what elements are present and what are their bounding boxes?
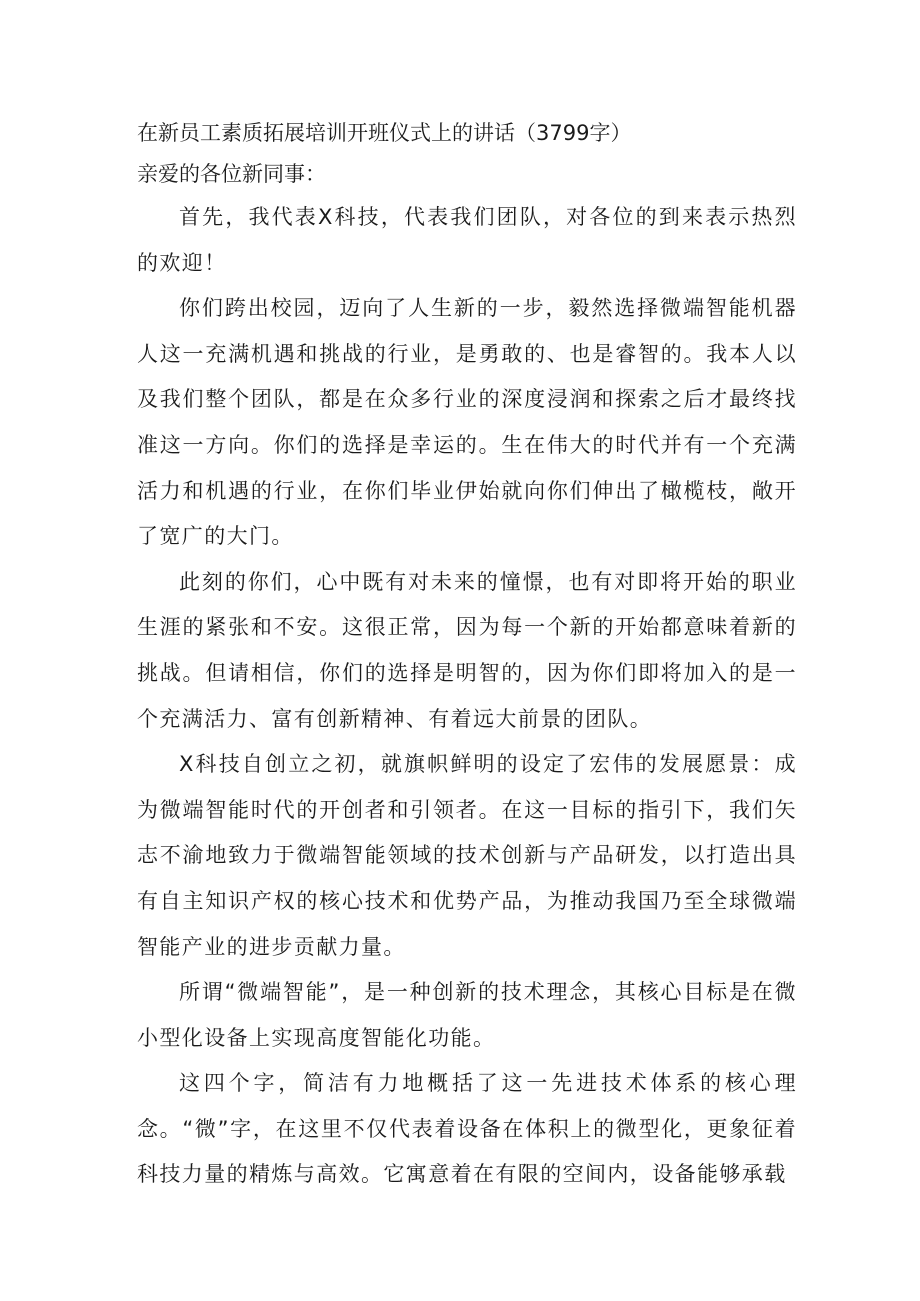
salutation: 亲爱的各位新同事： [137, 162, 326, 186]
document-title: 在新员工素质拓展培训开班仪式上的讲话（3799字） [137, 121, 632, 145]
paragraph-definition: 所谓“微端智能”，是一种创新的技术理念，其核心目标是在微小型化设备上实现高度智能化功能。 [137, 980, 797, 1050]
paragraph-welcome: 首先，我代表X科技，代表我们团队，对各位的到来表示热烈的欢迎！ [137, 205, 797, 275]
document-body [137, 113, 797, 1198]
paragraph-choice: 你们跨出校园，迈向了人生新的一步，毅然选择微端智能机器人这一充满机遇和挑战的行业，是勇敢的、也是睿智的。我本人以及我们整个团队，都是在众多行业的深度浸润和探索之后才最终找准这一方向。你们的选择是幸运的。生在伟大的时代并有一个充满活力和机遇的行业，在你们毕业伊始就向你们伸出了橄榄枝，敞开了宽广的大门。 [137, 296, 797, 549]
paragraph-vision: X科技自创立之初，就旗帜鲜明的设定了宏伟的发展愿景：成为微端智能时代的开创者和引领者。在这一目标的指引下，我们矢志不渝地致力于微端智能领域的技术创新与产品研发，以打造出具有自主知识产权的核心技术和优势产品，为推动我国乃至全球微端智能产业的进步贡献力量。 [137, 752, 797, 959]
paragraph-expectations: 此刻的你们，心中既有对未来的憧憬，也有对即将开始的职业生涯的紧张和不安。这很正常，因为每一个新的开始都意味着新的挑战。但请相信，你们的选择是明智的，因为你们即将加入的是一个充满活力、富有创新精神、有着远大前景的团队。 [137, 569, 797, 731]
paragraph-concept: 这四个字，简洁有力地概括了这一先进技术体系的核心理念。“微”字，在这里不仅代表着设备在体积上的微型化，更象征着科技力量的精炼与高效。它寓意着在有限的空间内，设备能够承载 [137, 1071, 797, 1187]
